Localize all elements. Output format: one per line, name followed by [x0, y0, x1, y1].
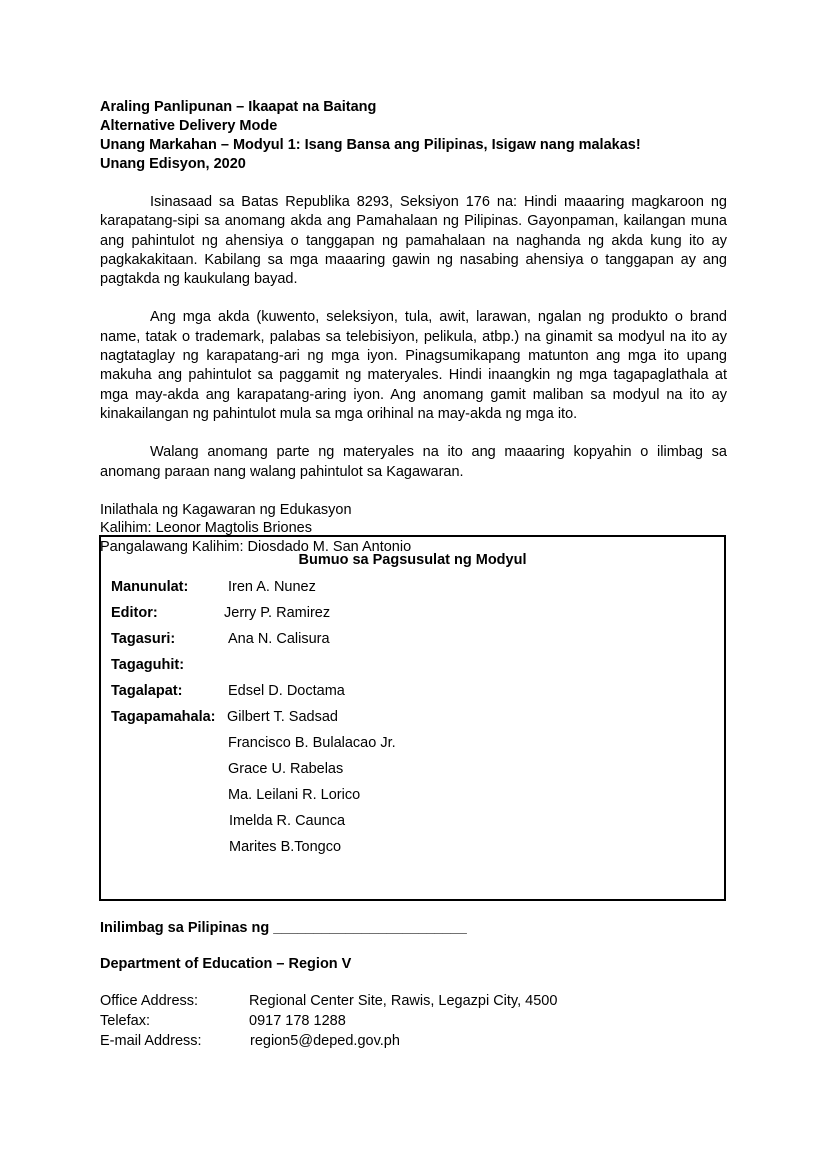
- credit-value: Edsel D. Doctama: [228, 683, 345, 699]
- module-title: Unang Markahan – Modyul 1: Isang Bansa ang Pilipinas, Isigaw nang malakas!: [100, 137, 641, 153]
- credit-label: Tagapamahala:: [111, 709, 216, 725]
- delivery-mode: Alternative Delivery Mode: [100, 118, 278, 134]
- contact-label: Telefax:: [100, 1013, 150, 1029]
- contact-value: Regional Center Site, Rawis, Legazpi City, 4500: [249, 993, 558, 1009]
- manager-name: Ma. Leilani R. Lorico: [228, 787, 361, 803]
- copyright-page: [100, 98, 727, 1049]
- undersecretary-line: Pangalawang Kalihim: Diosdado M. San Antonio: [100, 538, 412, 555]
- credit-row-layout-artist: [111, 683, 345, 699]
- credit-label: Tagaguhit:: [111, 657, 185, 673]
- contact-value: 0917 178 1288: [249, 1013, 346, 1029]
- contact-label: E-mail Address:: [100, 1033, 202, 1049]
- credits-box: [99, 535, 726, 901]
- credit-value: Gilbert T. Sadsad: [227, 709, 338, 725]
- copyright-paragraph-2: Ang mga akda (kuwento, seleksiyon, tula, awit, larawan, ngalan ng produkto o brand name, tatak o trademark, palabas sa telebisiyon, pelikula, atbp.) na ginamit sa modyul na ito ay nagtataglay ng karapatang-ari ng mga iyon. Pinagsumikapang matunton ang mga ito upang makuha ang pahintulot sa paggamit ng materyales. Hindi inaangkin ng mga tagapaglathala at mga may-akda ang karapatang-aring iyon. Ang anomang gamit maliban sa modyul na ito ay kinakailangan ng pahintulot mula sa mga orihinal na may-akda ng mga ito.: [100, 309, 727, 422]
- credit-value: Jerry P. Ramirez: [224, 605, 331, 621]
- contact-label: Office Address:: [100, 993, 199, 1009]
- manager-name: Francisco B. Bulalacao Jr.: [228, 735, 396, 751]
- manager-name: Imelda R. Caunca: [229, 813, 346, 829]
- secretary-line: Kalihim: Leonor Magtolis Briones: [100, 520, 312, 537]
- credit-row-illustrator: [111, 657, 184, 673]
- credit-row-reviewer: [111, 631, 330, 647]
- contact-block: [100, 991, 558, 1051]
- subject-title: Araling Panlipunan – Ikaapat na Baitang: [100, 99, 377, 115]
- edition: Unang Edisyon, 2020: [100, 156, 246, 172]
- contact-value: region5@deped.gov.ph: [250, 1033, 400, 1049]
- publisher-line: Inilathala ng Kagawaran ng Edukasyon: [100, 501, 352, 518]
- credit-row-management: [111, 709, 338, 725]
- title-block: [100, 98, 727, 174]
- manager-name: Marites B.Tongco: [229, 839, 342, 855]
- credit-value: Ana N. Calisura: [228, 631, 330, 647]
- credit-label: Editor:: [111, 605, 158, 621]
- credit-row-writer: [111, 579, 316, 595]
- printed-in-line: Inilimbag sa Pilipinas ng ________________________: [100, 920, 467, 936]
- contact-row-office: [100, 991, 558, 1011]
- copyright-paragraph-3: Walang anomang parte ng materyales na ito ang maaaring kopyahin o ilimbag sa anomang paraan nang walang pahintulot sa Kagawaran.: [100, 444, 727, 480]
- manager-name: Grace U. Rabelas: [228, 761, 344, 777]
- credit-label: Tagasuri:: [111, 631, 176, 647]
- credit-label: Manunulat:: [111, 579, 189, 595]
- credit-label: Tagalapat:: [111, 683, 183, 699]
- credits-title: Bumuo sa Pagsusulat ng Modyul: [298, 552, 527, 568]
- contact-row-telefax: [100, 1011, 346, 1031]
- contact-row-email: [100, 1031, 400, 1051]
- region-heading: Department of Education – Region V: [100, 956, 352, 972]
- credit-row-editor: [111, 605, 331, 621]
- copyright-paragraph-1: Isinasaad sa Batas Republika 8293, Seksiyon 176 na: Hindi maaaring magkaroon ng karapatang-sipi sa anomang akda ang Pamahalaan ng Pilipinas. Gayonpaman, kailangan muna ang pahintulot ng ahensiya o tanggapan ng pamahalaan na naghanda ng akda kung ito ay pagkakakitaan. Kabilang sa mga maaaring gawin ng nasabing ahensiya o tanggapan ay ang pagtakda ng kaukulang bayad.: [100, 194, 727, 288]
- credit-value: Iren A. Nunez: [228, 579, 316, 595]
